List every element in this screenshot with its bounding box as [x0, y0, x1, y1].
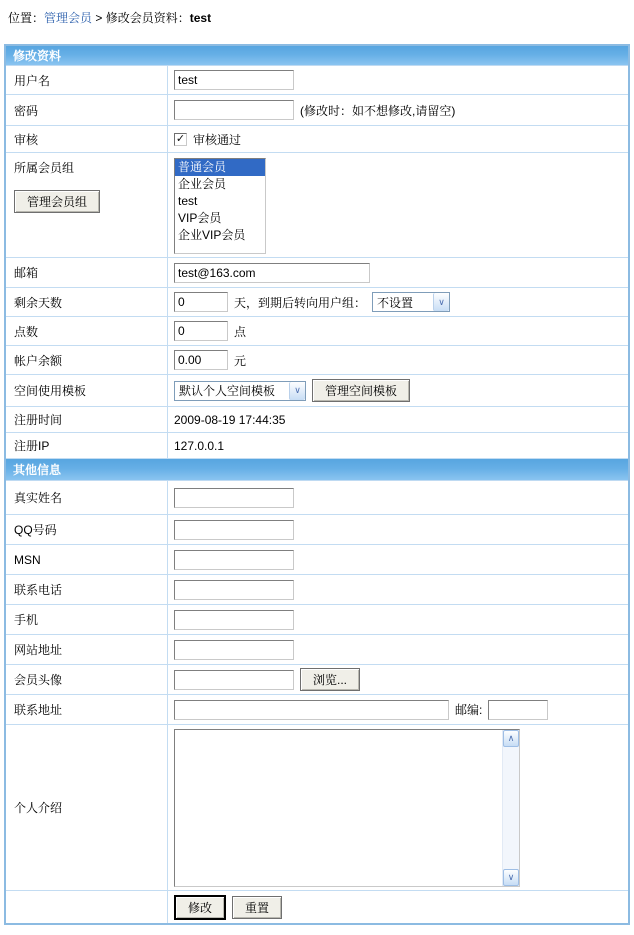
row-intro	[6, 725, 628, 891]
row-points	[6, 317, 628, 346]
register-time-label: 注册时间	[6, 407, 168, 432]
website-input[interactable]	[174, 640, 294, 660]
member-group-label: 所属会员组	[14, 161, 75, 175]
intro-textarea[interactable]	[174, 729, 520, 887]
breadcrumb-separator: >	[95, 11, 103, 25]
row-phone	[6, 575, 628, 605]
row-avatar	[6, 665, 628, 695]
balance-input[interactable]	[174, 350, 228, 370]
scroll-down-icon[interactable]: ∨	[503, 869, 519, 886]
chevron-down-icon: ∨	[433, 293, 449, 311]
breadcrumb-current-username: test	[189, 11, 212, 25]
row-email	[6, 258, 628, 288]
breadcrumb-link-manage-members[interactable]: 管理会员	[44, 11, 93, 25]
member-group-option[interactable]: 企业会员	[178, 177, 227, 191]
qq-input[interactable]	[174, 520, 294, 540]
row-balance	[6, 346, 628, 375]
breadcrumb-current: 修改会员资料：	[105, 11, 190, 25]
scroll-up-icon[interactable]: ∧	[503, 730, 519, 747]
website-label: 网站地址	[6, 635, 168, 664]
row-password	[6, 95, 628, 126]
msn-label: MSN	[6, 545, 168, 574]
username-input[interactable]	[174, 70, 294, 90]
row-remaining-days	[6, 288, 628, 317]
breadcrumb-prefix: 位置：	[8, 11, 45, 25]
row-username	[6, 66, 628, 95]
register-time-value: 2009-08-19 17:44:35	[174, 412, 286, 427]
password-label: 密码	[6, 95, 168, 125]
row-audit	[6, 126, 628, 153]
reset-button[interactable]: 重置	[232, 896, 282, 919]
chevron-down-icon: ∨	[289, 382, 305, 400]
row-space-template	[6, 375, 628, 407]
actions-spacer	[6, 891, 168, 923]
section-header-other-info: 其他信息	[6, 459, 628, 481]
row-msn	[6, 545, 628, 575]
email-input[interactable]	[174, 263, 370, 283]
password-note: (修改时：如不想修改,请留空)	[300, 103, 456, 118]
register-ip-value: 127.0.0.1	[174, 438, 225, 453]
audit-label: 审核	[6, 126, 168, 152]
row-register-time	[6, 407, 628, 433]
manage-member-group-button[interactable]: 管理会员组	[14, 190, 100, 213]
expire-group-select-value: 不设置	[377, 295, 414, 310]
intro-label: 个人介绍	[6, 725, 168, 890]
manage-space-template-button[interactable]: 管理空间模板	[312, 379, 410, 402]
edit-member-panel	[4, 44, 630, 925]
row-website	[6, 635, 628, 665]
row-actions	[6, 891, 628, 923]
avatar-file-input[interactable]	[174, 670, 294, 690]
space-template-select-value: 默认个人空间模板	[179, 384, 276, 398]
row-address	[6, 695, 628, 725]
row-register-ip	[6, 433, 628, 459]
expire-group-select[interactable]	[372, 292, 450, 312]
remaining-days-unit-text: 天，到期后转向用户组：	[234, 295, 367, 310]
section-header-edit-profile: 修改资料	[6, 46, 628, 66]
audit-checkbox-label: 审核通过	[193, 132, 242, 147]
row-mobile	[6, 605, 628, 635]
balance-unit: 元	[234, 353, 247, 368]
avatar-label: 会员头像	[6, 665, 168, 694]
mobile-label: 手机	[6, 605, 168, 634]
space-template-label: 空间使用模板	[6, 375, 168, 406]
breadcrumb	[0, 0, 634, 44]
intro-scrollbar[interactable]	[502, 730, 519, 886]
member-group-option[interactable]: VIP会员	[178, 211, 222, 225]
phone-input[interactable]	[174, 580, 294, 600]
zip-label: 邮编:	[455, 703, 483, 717]
password-input[interactable]	[174, 100, 294, 120]
member-group-listbox[interactable]	[174, 158, 266, 254]
intro-textarea-content[interactable]	[175, 730, 502, 886]
real-name-label: 真实姓名	[6, 481, 168, 514]
address-input[interactable]	[174, 700, 449, 720]
checkmark-icon: ✓	[175, 132, 186, 145]
member-group-option[interactable]: test	[178, 194, 198, 208]
remaining-days-input[interactable]	[174, 292, 228, 312]
member-group-option-selected[interactable]: 普通会员	[175, 159, 265, 176]
row-qq	[6, 515, 628, 545]
real-name-input[interactable]	[174, 488, 294, 508]
submit-button[interactable]: 修改	[174, 895, 226, 920]
audit-checkbox[interactable]	[174, 133, 187, 146]
balance-label: 帐户余额	[6, 346, 168, 374]
space-template-select[interactable]	[174, 381, 306, 401]
points-input[interactable]	[174, 321, 228, 341]
row-member-group	[6, 153, 628, 258]
address-label: 联系地址	[6, 695, 168, 724]
points-unit: 点	[234, 324, 247, 339]
phone-label: 联系电话	[6, 575, 168, 604]
qq-label: QQ号码	[6, 515, 168, 544]
username-label: 用户名	[6, 66, 168, 94]
member-group-option[interactable]: 企业VIP会员	[178, 228, 246, 242]
msn-input[interactable]	[174, 550, 294, 570]
avatar-browse-button[interactable]: 浏览...	[300, 668, 360, 691]
register-ip-label: 注册IP	[6, 433, 168, 458]
points-label: 点数	[6, 317, 168, 345]
mobile-input[interactable]	[174, 610, 294, 630]
email-label: 邮箱	[6, 258, 168, 287]
row-real-name	[6, 481, 628, 515]
remaining-days-label: 剩余天数	[6, 288, 168, 316]
zip-input[interactable]	[488, 700, 548, 720]
